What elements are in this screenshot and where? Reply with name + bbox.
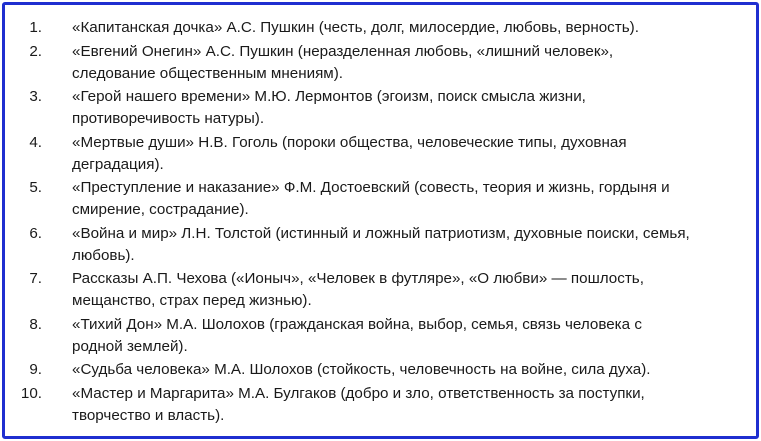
item-text-line: «Тихий Дон» М.А. Шолохов (гражданская война, выбор, семья, связь человека с	[72, 315, 642, 333]
item-text-line: творчество и власть).	[72, 406, 225, 424]
item-text-line: «Капитанская дочка» А.С. Пушкин (честь, долг, милосердие, любовь, верность).	[72, 19, 639, 36]
item-text-line: «Война и мир» Л.Н. Толстой (истинный и ложный патриотизм, духовные поиски, семья,	[72, 224, 690, 242]
list-item	[5, 359, 756, 381]
item-text-line: любовь).	[72, 246, 135, 264]
item-text	[72, 132, 756, 176]
item-text-line: «Герой нашего времени» М.Ю. Лермонтов (эгоизм, поиск смысла жизни,	[72, 88, 586, 106]
item-text-line: Рассказы А.П. Чехова («Ионыч», «Человек в футляре», «О любви» — пошлость,	[72, 270, 644, 288]
item-text-line: «Преступление и наказание» Ф.М. Достоевский (совесть, теория и жизнь, гордыня и	[72, 179, 670, 197]
literature-list	[5, 17, 756, 428]
item-text	[72, 41, 756, 85]
list-item	[5, 177, 756, 221]
list-item	[5, 383, 756, 427]
list-item	[5, 223, 756, 267]
item-text-line: мещанство, страх перед жизнью).	[72, 292, 312, 310]
item-text	[72, 268, 756, 312]
item-text-line: родной землей).	[72, 337, 188, 355]
item-number: 8.	[29, 315, 42, 333]
item-text	[72, 86, 756, 130]
list-item	[5, 41, 756, 85]
item-number: 5.	[29, 179, 42, 197]
item-number: 7.	[29, 270, 42, 288]
item-text	[72, 359, 756, 381]
list-item	[5, 268, 756, 312]
item-number: 10.	[20, 384, 42, 402]
item-text	[72, 177, 756, 221]
item-text	[72, 223, 756, 267]
item-text-line: деградация).	[72, 155, 164, 173]
list-item	[5, 314, 756, 358]
item-number: 1.	[29, 19, 42, 36]
item-text-line: смирение, сострадание).	[72, 201, 249, 219]
item-text	[72, 314, 756, 358]
item-number: 2.	[29, 42, 42, 60]
item-text	[72, 17, 756, 39]
item-number: 3.	[29, 88, 42, 106]
item-number: 9.	[29, 361, 42, 379]
item-text-line: «Мастер и Маргарита» М.А. Булгаков (добро и зло, ответственность за поступки,	[72, 384, 645, 402]
list-item	[5, 132, 756, 176]
item-text-line: «Судьба человека» М.А. Шолохов (стойкость, человечность на войне, сила духа).	[72, 361, 651, 379]
item-text-line: «Мертвые души» Н.В. Гоголь (пороки общества, человеческие типы, духовная	[72, 133, 627, 151]
item-number: 6.	[29, 224, 42, 242]
item-text-line: противоречивость натуры).	[72, 110, 265, 128]
document-frame	[2, 2, 759, 439]
item-number: 4.	[29, 133, 42, 151]
item-text-line: «Евгений Онегин» А.С. Пушкин (неразделенная любовь, «лишний человек»,	[72, 42, 614, 60]
item-text-line: следование общественным мнениям).	[72, 64, 344, 82]
list-item	[5, 86, 756, 130]
list-item	[5, 17, 756, 39]
item-text	[72, 383, 756, 427]
